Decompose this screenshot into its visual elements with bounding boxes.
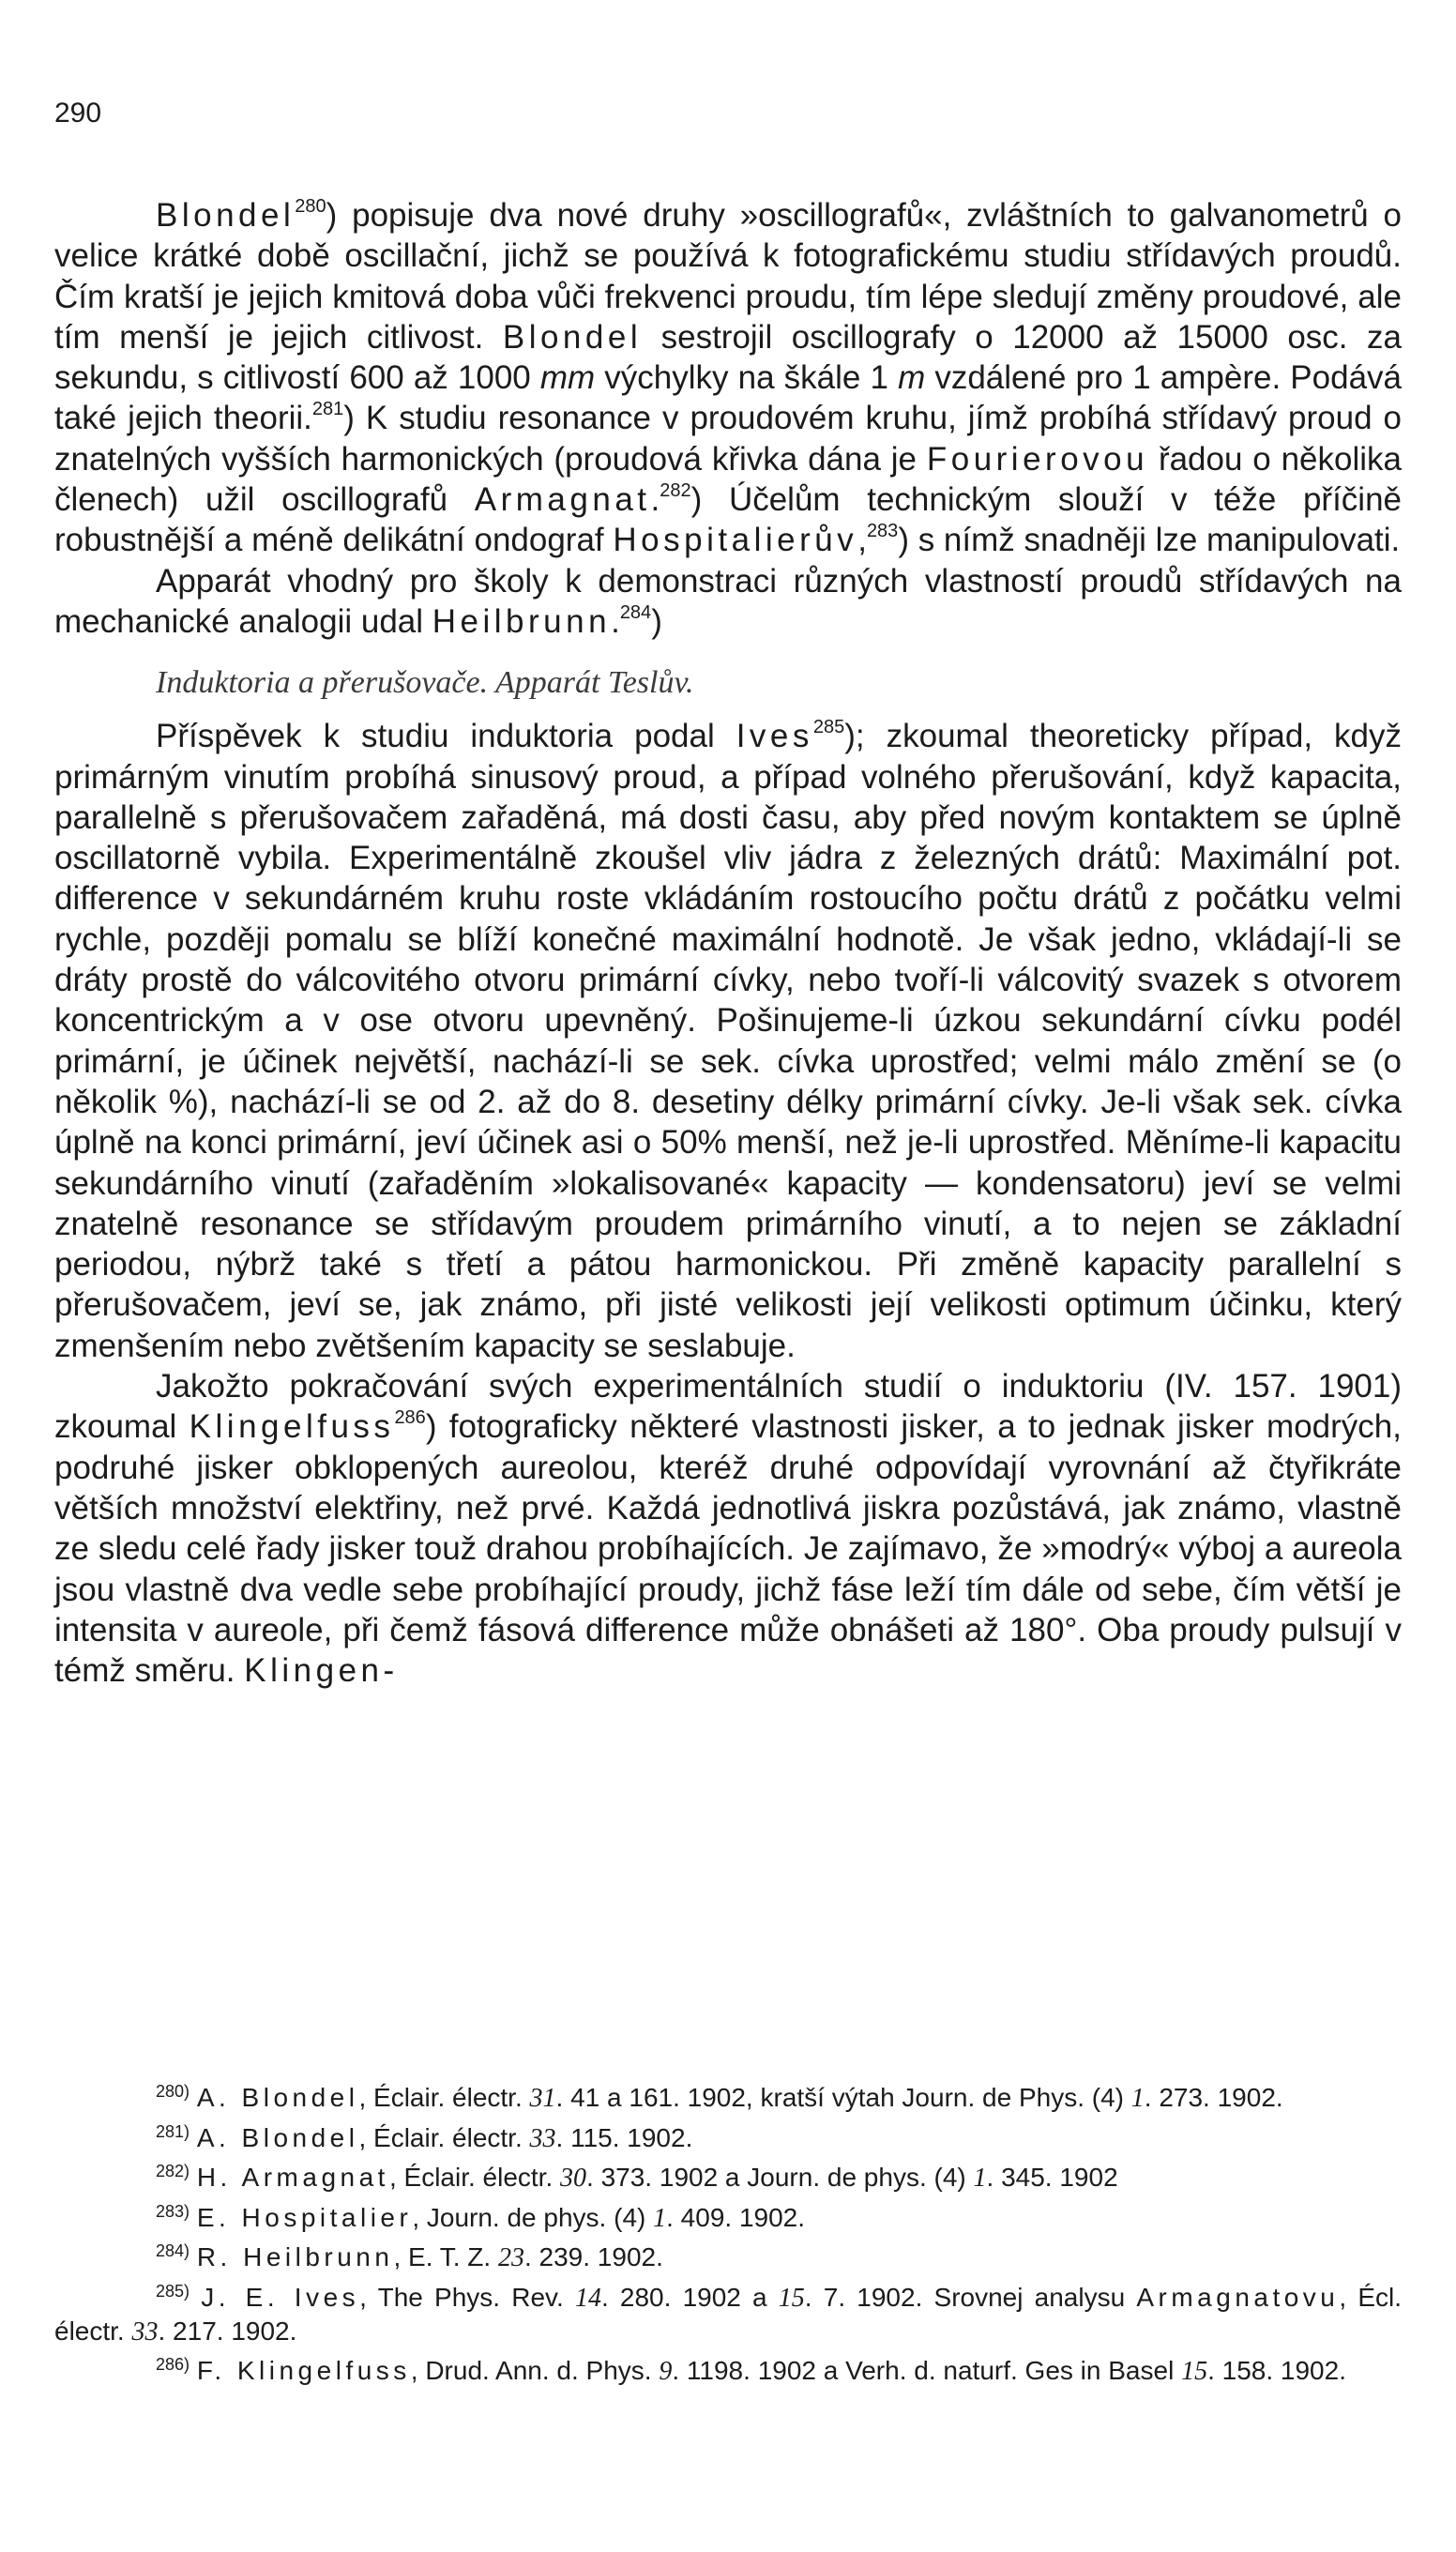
paragraph-ives: Příspěvek k studiu induktoria podal Ives$^{285}$); zkoumal theoreticky případ, když primárným vinutím probíhá sinusový proud, a případ volného přerušování, když kapacita, parallelně s přerušovačem zařaděná, má dosti času, aby před novým kontaktem se úplně oscillatorně vybila. Experimentálně zkoušel vliv jádra z železných drátů: Maximální pot. difference v sekundárném kruhu roste vkládáním rostoucího počtu drátů z počátku velmi rychle, později pomalu se blíží konečné maximální hodnotě. Je však jedno, vkládají-li se dráty prostě do válcovitého otvoru primární cívky, nebo tvoří-li válcovitý svazek s otvorem koncentrickým a v ose otvoru upevněný. Pošinujeme-li úzkou sekundární cívku podél primární, je účinek největší, nachází-li se sek. cívka uprostřed; velmi málo změní se (o několik %), nachází-li se od 2. až do 8. desetiny délky primární cívky. Je-li však sek. cívka úplně na konci primární, jeví účinek asi o 50% menší, než je-li uprostřed. Měníme-li kapacitu sekundárního vinutí (zařaděním »lokalisované« kapacity — kondensatoru) jeví se velmi znatelně resonance se střídavým proudem primárního vinutí, a to nejen se základní periodou, nýbrž také s třetí a pátou harmonickou. Při změně kapacity parallelní s přerušovačem, jeví se, jak známo, při jisté velikosti její velikosti optimum účinku, který zmenšením nebo zvětšením kapacity se seslabuje.	[54, 717, 1402, 1364]
section-heading: Induktoria a přerušovače. Apparát Teslův.	[156, 665, 694, 701]
author-name: Klingelfuss	[189, 1408, 395, 1446]
author-name: Fourierovou	[926, 440, 1149, 478]
footnote-mark: 284)	[156, 2241, 190, 2261]
unit: m	[898, 359, 926, 397]
footnote: $^{282)}$ H. Armagnat, Éclair. électr. 30. 373. 1902 a Journ. de phys. (4) 1. 345. 1902	[156, 2162, 1118, 2194]
footnote: $^{286)}$ F. Klingelfuss, Drud. Ann. d. Phys. 9. 1198. 1902 a Verh. d. naturf. Ges in Basel 15. 158. 1902.	[156, 2355, 1346, 2387]
footnote-author: J. E. Ives	[201, 2282, 360, 2312]
author-name: Armagnat	[474, 481, 651, 519]
footnote: $^{281)}$ A. Blondel, Éclair. électr. 33. 115. 1902.	[156, 2121, 693, 2153]
paragraph-blondel: Blondel$^{280}$) popisuje dva nové druhy »oscillografů«, zvláštních to galvanometrů o velice krátké době oscillační, jichž se používá k fotografickému studiu střídavých proudů. Čím kratší je jejich kmitová doba vůči frekvenci proudu, tím lépe sledují změny proudové, ale tím menší je jejich citlivost. Blondel sestrojil oscillografy o 12000 až 15000 osc. za sekundu, s citlivostí 600 až 1000 mm výchylky na škále 1 m vzdálené pro 1 ampère. Podává také jejich theorii.$^{281}$) K studiu resonance v proudovém kruhu, jímž probíhá střídavý proud o znatelných vyšších harmonických (proudová křivka dána je Fourierovou řadou o několika členech) užil oscillografů Armagnat.$^{282}$) Účelům technickým slouží v téže příčině robustnější a méně delikátní ondograf Hospitalierův,$^{283}$) s nímž snadněji lze manipulovati.	[54, 196, 1402, 559]
author-name: Blondel	[502, 318, 643, 356]
footnote-ref[interactable]: 281	[311, 399, 344, 420]
main-text	[54, 195, 1402, 1691]
footnotes	[54, 2075, 1402, 2389]
paragraph-klingelfuss: Jakožto pokračování svých experimentálních studií o induktoriu (IV. 157. 1901) zkoumal Klingelfuss$^{286}$) fotograficky některé vlastnosti jisker, a to jednak jisker modrých, podruhé jisker obklopených aureolou, kteréž druhé odpovídají vyrovnání až čtyřikráte větších množství elektřiny, než prvé. Každá jednotlivá jiskra pozůstává, jak známo, vlastně ze sledu celé řady jisker touž drahou probíhajících. Je zajímavo, že »modrý« výboj a aureola jsou vlastně dva vedle sebe probíhající proudy, jichž fáse leží tím dále od sebe, čím větší je intensita v aureole, při čemž fásová difference může obnášeti až 180°. Oba proudy pulsují v témž směru. Klingen-	[54, 1368, 1402, 1690]
footnote-author: Armagnatovu	[1136, 2282, 1340, 2312]
footnote-author: R. Heilbrunn	[196, 2242, 394, 2272]
author-name: Ives	[736, 718, 813, 755]
footnote-author: F. Klingelfuss	[196, 2356, 411, 2386]
footnote-mark: 282)	[156, 2162, 190, 2181]
paragraph-heilbrunn: Apparát vhodný pro školy k demonstraci různých vlastností proudů střídavých na mechanické analogii udal Heilbrunn.$^{284}$)	[54, 562, 1402, 640]
author-name: Blondel	[156, 197, 296, 234]
footnote: $^{280)}$ A. Blondel, Éclair. électr. 31. 41 a 161. 1902, kratší výtah Journ. de Phys. (4) 1. 273. 1902.	[156, 2082, 1283, 2113]
author-name: Hospitalierův	[613, 522, 858, 559]
footnote-mark: 285)	[156, 2281, 190, 2301]
footnote-mark: 280)	[156, 2082, 190, 2101]
footnote-ref[interactable]: 284	[619, 601, 652, 623]
percent-sign: %	[168, 1083, 198, 1120]
footnote-mark: 283)	[156, 2201, 190, 2221]
footnote-ref[interactable]: 285	[812, 717, 845, 738]
footnote-ref[interactable]: 282	[660, 480, 691, 502]
footnote: $^{284)}$ R. Heilbrunn, E. T. Z. 23. 239. 1902.	[156, 2241, 663, 2273]
author-name: Klingen-	[244, 1652, 399, 1690]
footnote-mark: 281)	[156, 2121, 190, 2141]
footnote-author: H. Armagnat	[196, 2163, 389, 2193]
page-number: 290	[54, 98, 102, 129]
unit: mm	[539, 359, 596, 397]
footnote-ref[interactable]: 286	[394, 1407, 426, 1429]
footnote-ref[interactable]: 280	[295, 196, 326, 217]
author-name: Heilbrunn	[432, 602, 612, 640]
footnote-author: A. Blondel	[196, 2122, 359, 2152]
percent-sign: %	[697, 1124, 727, 1162]
footnote-ref[interactable]: 283	[866, 521, 899, 542]
footnote-mark: 286)	[156, 2355, 190, 2375]
footnote-author: E. Hospitalier	[196, 2202, 413, 2232]
footnote: $^{285)}$ J. E. Ives, The Phys. Rev. 14. 280. 1902 a 15. 7. 1902. Srovnej analysu Armagnatovu, Écl. électr. 33. 217. 1902.	[54, 2281, 1403, 2347]
footnote-author: A. Blondel	[196, 2083, 359, 2112]
footnote: $^{283)}$ E. Hospitalier, Journ. de phys. (4) 1. 409. 1902.	[156, 2201, 806, 2233]
